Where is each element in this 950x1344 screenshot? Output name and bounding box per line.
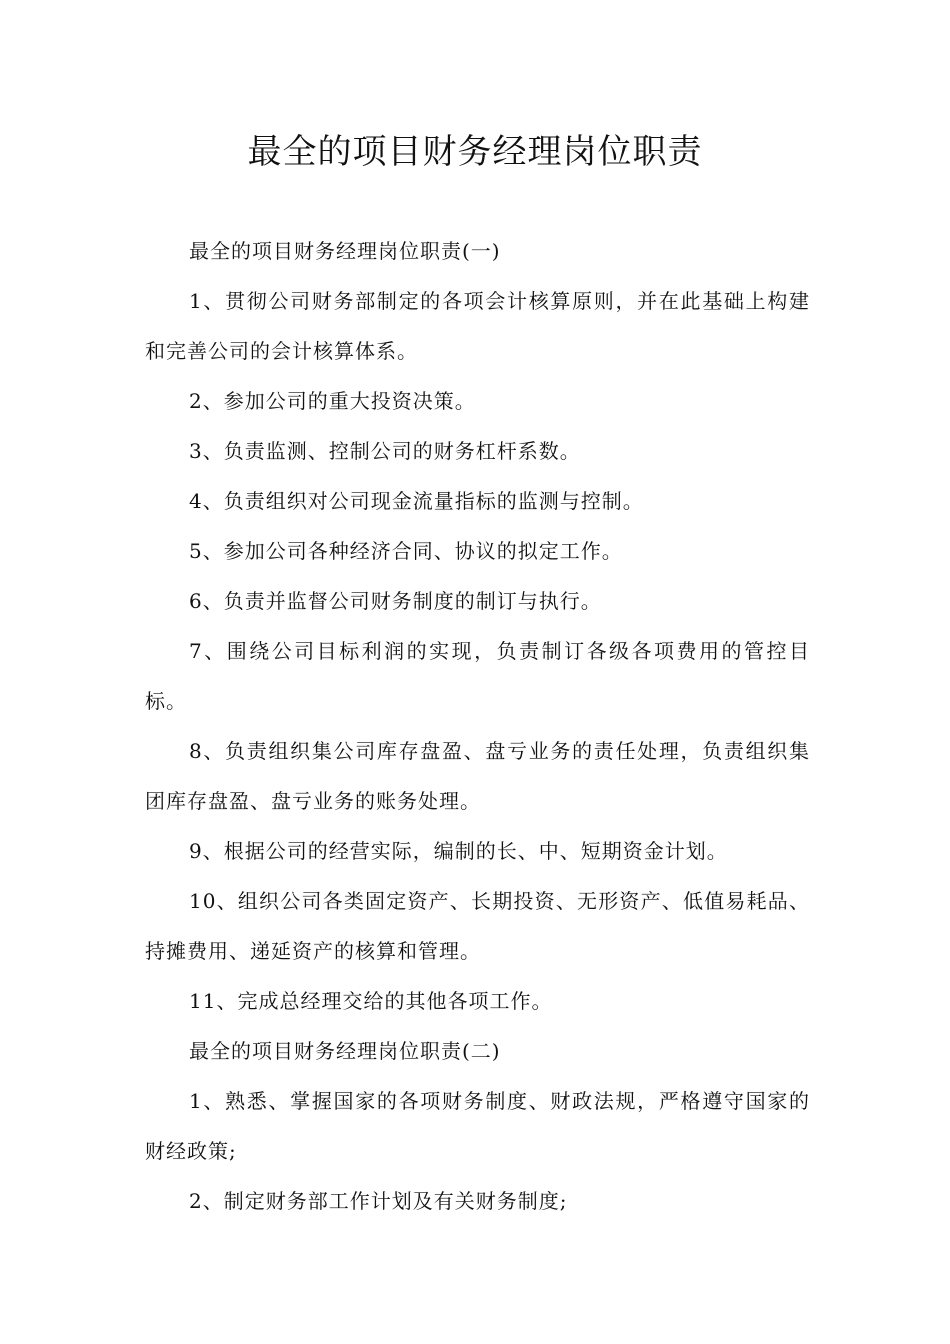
paragraph: 3、负责监测、控制公司的财务杠杆系数。 (189, 439, 581, 463)
paragraph: 1、熟悉、掌握国家的各项财务制度、财政法规，严格遵守国家的财经政策; (145, 1089, 810, 1163)
paragraph: 1、贯彻公司财务部制定的各项会计核算原则，并在此基础上构建和完善公司的会计核算体系。 (145, 289, 810, 363)
paragraph: 5、参加公司各种经济合同、协议的拟定工作。 (189, 539, 623, 563)
paragraph: 9、根据公司的经营实际，编制的长、中、短期资金计划。 (189, 839, 728, 863)
paragraph: 11、完成总经理交给的其他各项工作。 (189, 989, 553, 1013)
document-body (145, 226, 810, 1226)
paragraph: 10、组织公司各类固定资产、长期投资、无形资产、低值易耗品、持摊费用、递延资产的核算和管理。 (145, 889, 810, 963)
paragraph: 2、参加公司的重大投资决策。 (189, 389, 476, 413)
document-title: 最全的项目财务经理岗位职责 (247, 132, 703, 172)
paragraph: 8、负责组织集公司库存盘盈、盘亏业务的责任处理，负责组织集团库存盘盈、盘亏业务的账务处理。 (145, 739, 810, 813)
paragraph: 6、负责并监督公司财务制度的制订与执行。 (189, 589, 602, 613)
section-heading-2: 最全的项目财务经理岗位职责(二) (189, 1039, 501, 1063)
section-heading-1: 最全的项目财务经理岗位职责(一) (189, 239, 501, 263)
paragraph: 4、负责组织对公司现金流量指标的监测与控制。 (189, 489, 644, 513)
paragraph: 2、制定财务部工作计划及有关财务制度; (189, 1189, 568, 1213)
paragraph: 7、围绕公司目标利润的实现，负责制订各级各项费用的管控目标。 (145, 639, 810, 713)
